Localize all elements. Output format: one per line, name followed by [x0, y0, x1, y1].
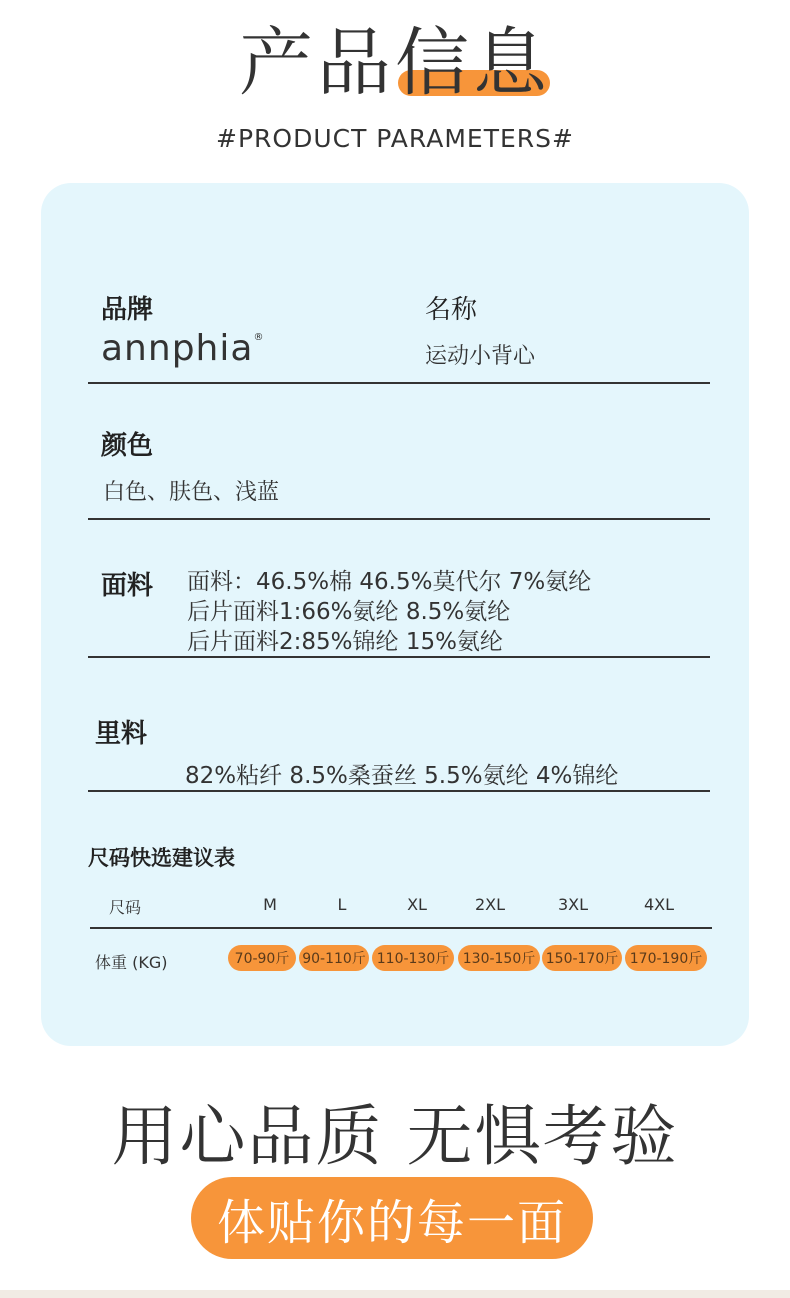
brand-logo: annphia®	[101, 328, 265, 369]
slogan: 用心品质 无惧考验	[111, 1098, 679, 1175]
divider	[88, 382, 710, 384]
name-value: 运动小背心	[425, 344, 536, 369]
fabric-label: 面料	[101, 571, 154, 601]
lining-label: 里料	[95, 719, 148, 749]
divider	[88, 790, 710, 792]
brand-label: 品牌	[101, 295, 154, 325]
weight-pill: 90-110斤	[299, 945, 369, 971]
weight-pill: 70-90斤	[228, 945, 296, 971]
size-col-header: 4XL	[643, 895, 675, 914]
size-col-header: L	[337, 895, 347, 914]
size-col-header: 2XL	[474, 895, 506, 914]
bottom-strip	[0, 1290, 790, 1298]
divider	[88, 518, 710, 520]
divider	[88, 656, 710, 658]
fabric-line: 面料：46.5%棉 46.5%莫代尔 7%氨纶	[187, 569, 592, 595]
size-col-header: M	[263, 895, 277, 914]
cta-banner: 体贴你的每一面	[191, 1177, 593, 1259]
weight-pill: 150-170斤	[542, 945, 622, 971]
weight-pill: 170-190斤	[625, 945, 707, 971]
name-label: 名称	[425, 295, 478, 325]
size-header-label: 尺码	[108, 898, 141, 917]
color-label: 颜色	[101, 431, 154, 461]
size-table-divider	[90, 927, 712, 929]
page-subtitle: #PRODUCT PARAMETERS#	[216, 124, 574, 153]
color-value: 白色、肤色、浅蓝	[103, 480, 280, 505]
title-block	[0, 18, 790, 108]
page-title: 产品信息	[239, 20, 551, 106]
weight-row-label: 体重 (KG)	[95, 953, 168, 972]
lining-value: 82%粘纤 8.5%桑蚕丝 5.5%氨纶 4%锦纶	[185, 763, 619, 789]
weight-pill: 110-130斤	[372, 945, 454, 971]
fabric-line: 后片面料1:66%氨纶 8.5%氨纶	[187, 599, 511, 625]
size-table-title: 尺码快选建议表	[88, 846, 235, 870]
weight-pill: 130-150斤	[458, 945, 540, 971]
size-col-header: 3XL	[557, 895, 589, 914]
fabric-line: 后片面料2:85%锦纶 15%氨纶	[187, 629, 503, 655]
size-col-header: XL	[407, 895, 427, 914]
